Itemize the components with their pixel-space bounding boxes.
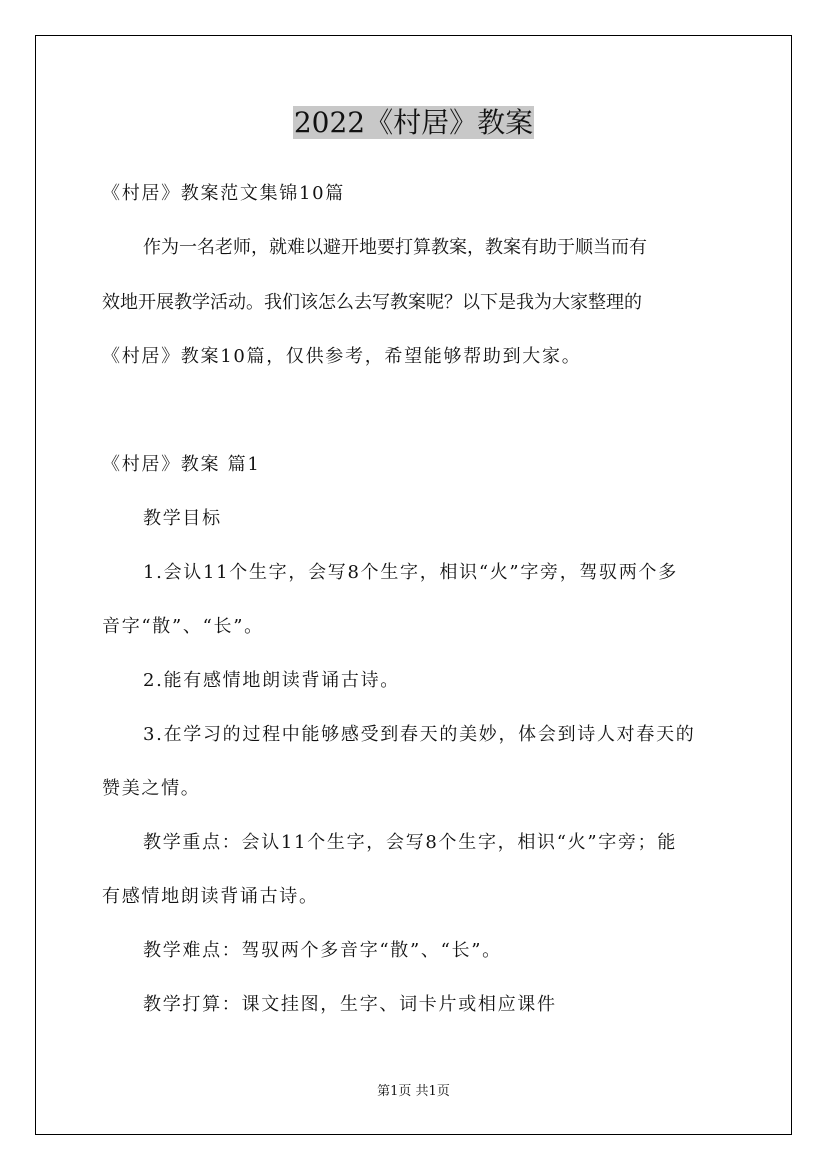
intro-line-2-text: 效地开展教学活动。我们该怎么去写教案呢？以下是我为大家整理的 (102, 292, 642, 313)
intro-line-2 (102, 292, 726, 314)
intro-line-3: 《村居》教案10篇，仅供参考，希望能够帮助到大家。 (102, 346, 582, 367)
intro-line-1-text: 作为一名老师，就难以避开地要打算教案，教案有助于顺当而有 (143, 237, 647, 258)
document-title (0, 101, 827, 145)
difficulties: 教学难点：驾驭两个多音字“散”、“长”。 (143, 940, 502, 961)
document-title-text: 2022《村居》教案 (293, 106, 534, 139)
section-heading: 《村居》教案 篇1 (102, 454, 261, 475)
page-footer: 第1页 共1页 (377, 1084, 450, 1099)
goal-1-line-2: 音字“散”、“长”。 (102, 616, 264, 637)
document-subtitle: 《村居》教案范文集锦10篇 (102, 183, 346, 204)
teaching-goals-heading: 教学目标 (143, 508, 222, 529)
intro-line-1 (143, 237, 727, 259)
goal-2: 2.能有感情地朗读背诵古诗。 (143, 670, 400, 691)
goal-3-line-1: 3.在学习的过程中能够感受到春天的美妙，体会到诗人对春天的 (143, 724, 696, 745)
key-points-line-2: 有感情地朗读背诵古诗。 (102, 886, 319, 907)
goal-3-line-2: 赞美之情。 (102, 778, 201, 799)
preparation: 教学打算：课文挂图，生字、词卡片或相应课件 (143, 994, 557, 1015)
goal-1-line-1: 1.会认11个生字，会写8个生字，相识“火”字旁，驾驭两个多 (143, 562, 678, 583)
key-points-line-1: 教学重点：会认11个生字，会写8个生字，相识“火”字旁；能 (143, 832, 678, 853)
